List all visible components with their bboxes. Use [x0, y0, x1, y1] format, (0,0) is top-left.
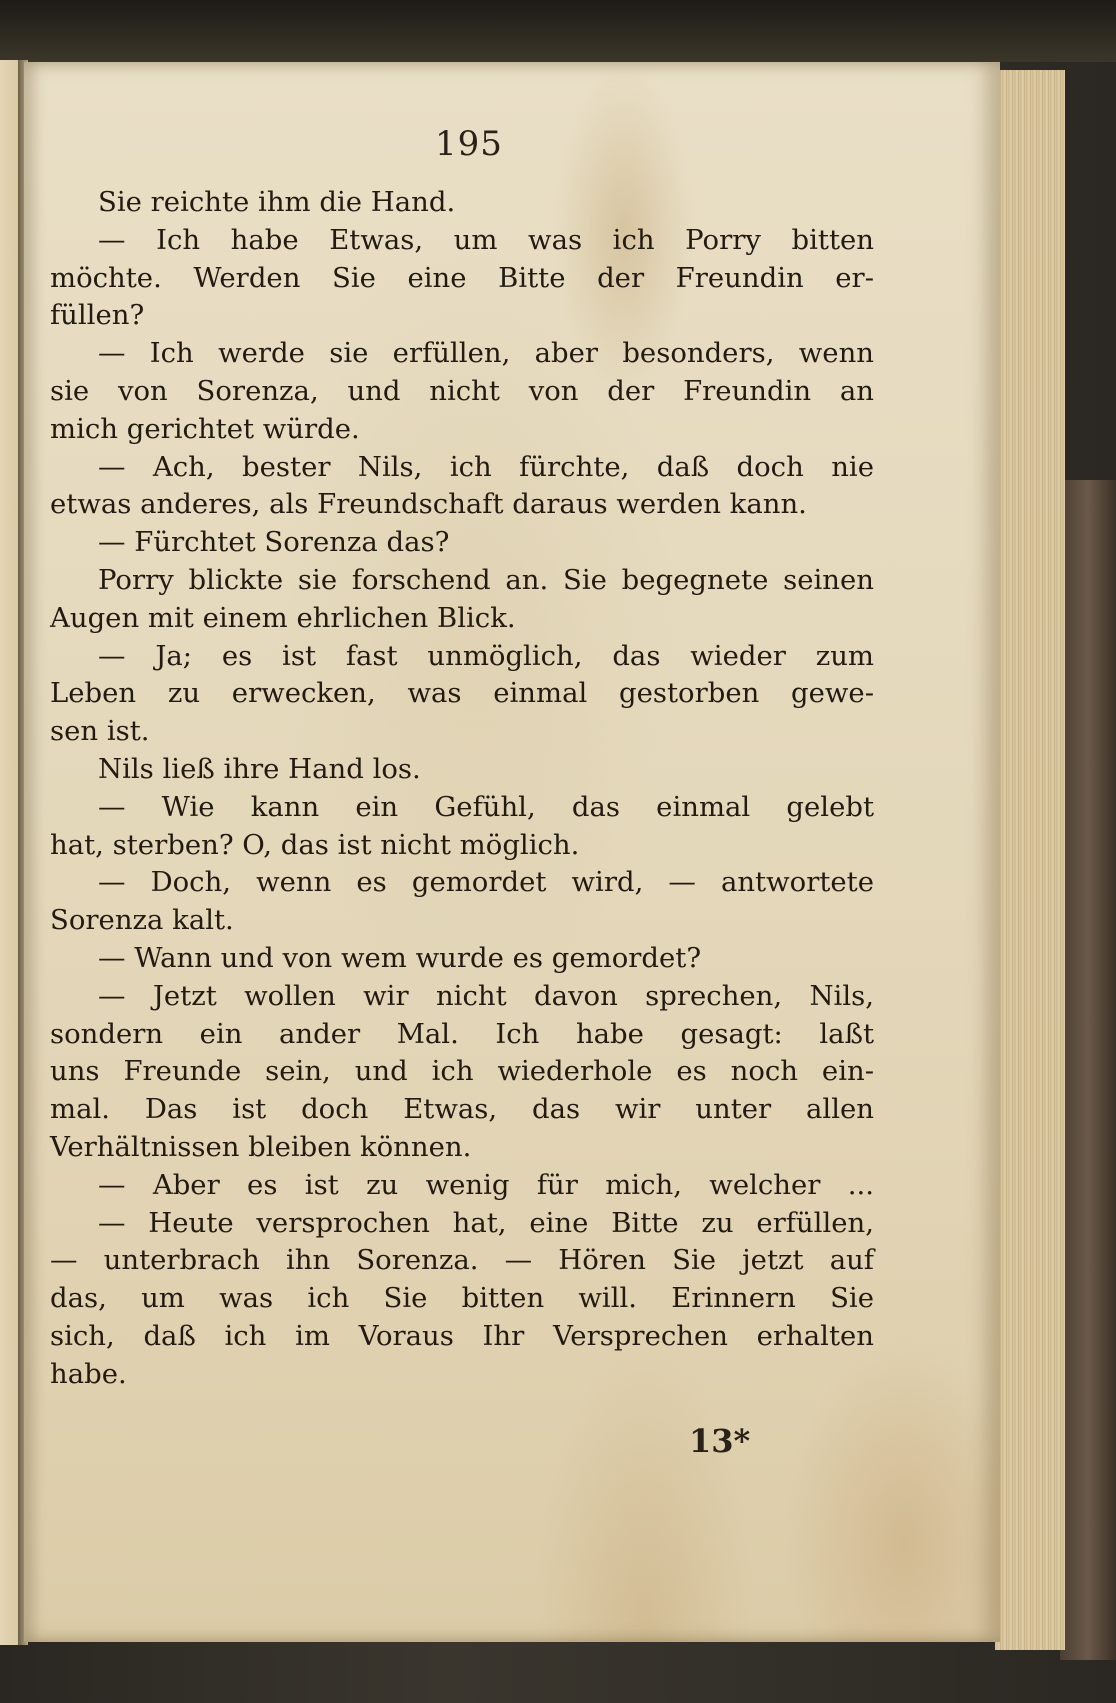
text-line: — Ja; es ist fast unmöglich, das wieder zum	[98, 639, 874, 672]
text-line: — Doch, wenn es gemordet wird, — antwortete	[98, 866, 874, 899]
text-line: hat, sterben? O, das ist nicht möglich.	[50, 828, 580, 861]
left-page-edge	[0, 60, 20, 1645]
signature-mark: 13*	[689, 1422, 751, 1460]
book-cover-top-edge	[0, 0, 1116, 62]
text-line: sich, daß ich im Voraus Ihr Versprechen erhalten	[50, 1319, 874, 1352]
text-line: sen ist.	[50, 715, 150, 748]
page-stack-edge	[995, 70, 1065, 1650]
text-line: Porry blickte sie forschend an. Sie begegnete seinen	[98, 563, 874, 596]
text-line: Leben zu erwecken, was einmal gestorben gewe-	[50, 677, 874, 710]
text-line: Verhältnissen bleiben können.	[50, 1130, 472, 1163]
body-text	[50, 184, 874, 1394]
text-line: sie von Sorenza, und nicht von der Freundin an	[50, 374, 874, 407]
book-page	[24, 62, 1000, 1642]
text-line: uns Freunde sein, und ich wiederhole es noch ein-	[50, 1055, 874, 1088]
text-line: etwas anderes, als Freundschaft daraus werden kann.	[50, 488, 807, 521]
text-line: — Fürchtet Sorenza das?	[98, 526, 450, 559]
text-line: das, um was ich Sie bitten will. Erinnern Sie	[50, 1282, 874, 1315]
text-line: füllen?	[50, 299, 145, 332]
text-line: Nils ließ ihre Hand los.	[98, 752, 421, 785]
book-cover-right-edge	[1060, 480, 1116, 1660]
text-line: — Jetzt wollen wir nicht davon sprechen, Nils,	[98, 979, 874, 1012]
page-number: 195	[435, 124, 503, 164]
text-line: — Ach, bester Nils, ich fürchte, daß doch nie	[98, 450, 874, 483]
text-line: — Wann und von wem wurde es gemordet?	[98, 941, 702, 974]
text-line: mich gerichtet würde.	[50, 412, 360, 445]
text-line: Sie reichte ihm die Hand.	[98, 186, 456, 218]
text-line: sondern ein ander Mal. Ich habe gesagt: laßt	[50, 1017, 874, 1050]
text-line: Sorenza kalt.	[50, 904, 234, 937]
text-line: möchte. Werden Sie eine Bitte der Freundin er-	[50, 261, 874, 294]
text-line: habe.	[50, 1357, 127, 1390]
text-line: mal. Das ist doch Etwas, das wir unter allen	[50, 1093, 874, 1126]
text-line: — unterbrach ihn Sorenza. — Hören Sie jetzt auf	[50, 1244, 874, 1277]
text-line: — Ich habe Etwas, um was ich Porry bitten	[98, 223, 874, 256]
text-line: Augen mit einem ehrlichen Blick.	[50, 601, 516, 634]
text-line: — Wie kann ein Gefühl, das einmal gelebt	[98, 790, 874, 823]
text-line: — Heute versprochen hat, eine Bitte zu erfüllen,	[98, 1206, 874, 1239]
text-line: — Ich werde sie erfüllen, aber besonders, wenn	[98, 337, 874, 370]
text-line: — Aber es ist zu wenig für mich, welcher ...	[98, 1168, 874, 1201]
